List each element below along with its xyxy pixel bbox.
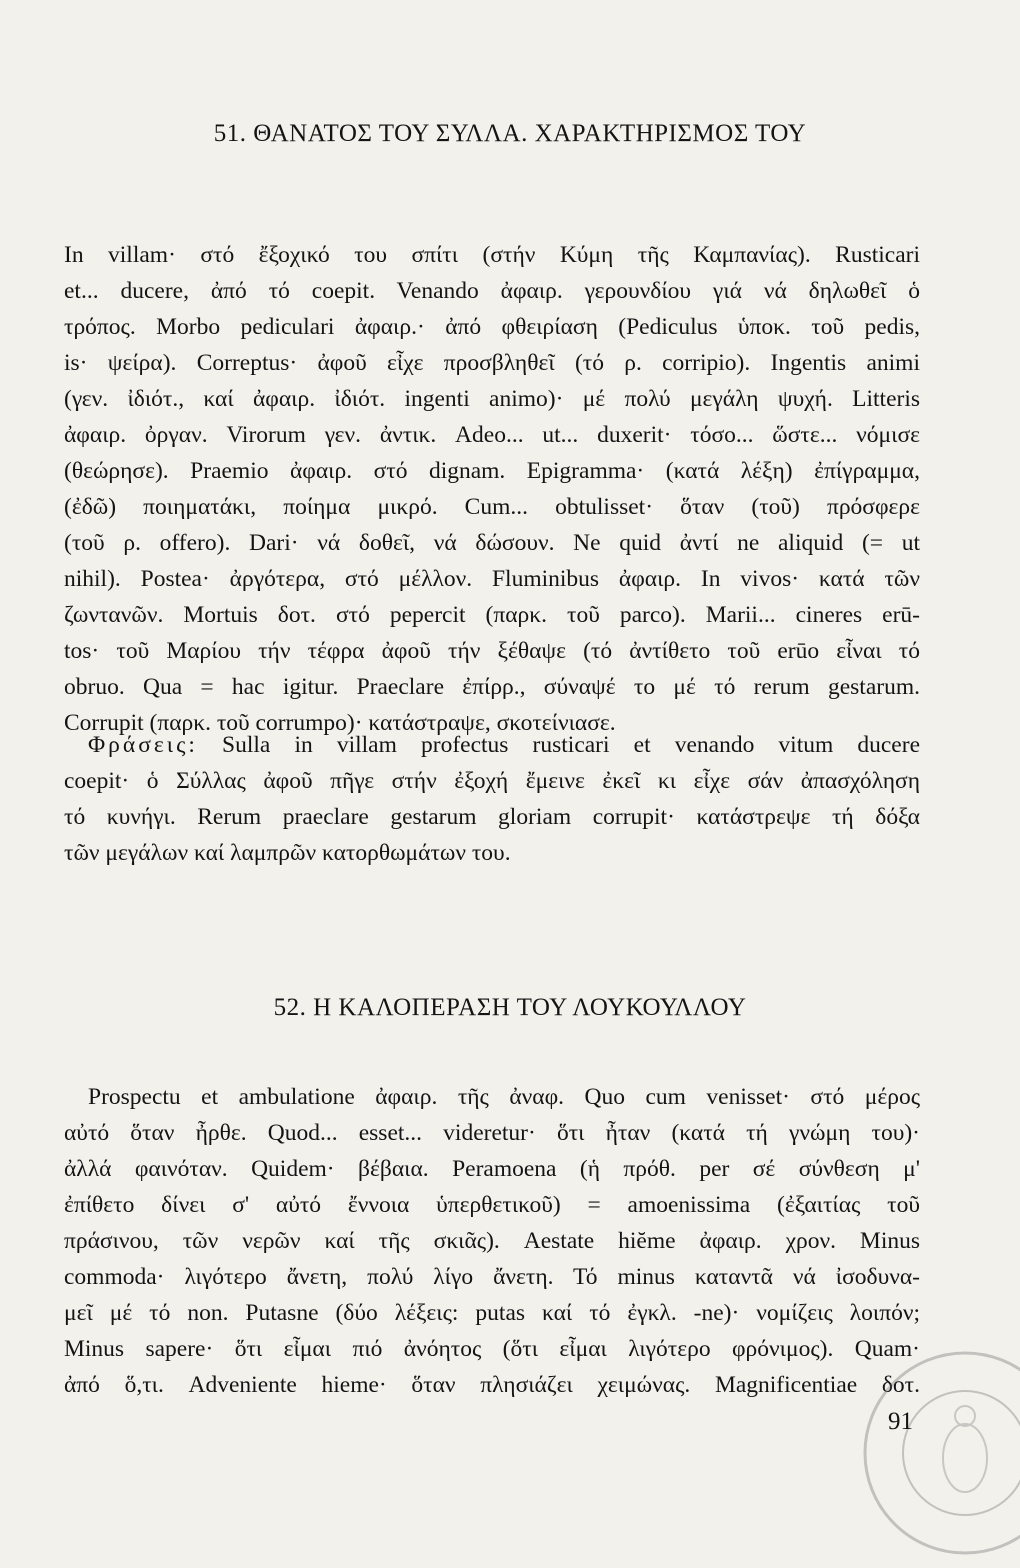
text-line: τρόπος. Morbo pediculari ἀφαιρ.· ἀπό φθειρίαση (Pediculus ὑποκ. τοῦ pedis, xyxy=(64,314,920,340)
text-line: Corrupit (παρκ. τοῦ corrumpo)· κατάστραψε, σκοτείνιασε. xyxy=(64,710,616,736)
text-line: ἐπίθετο δίνει σ' αὐτό ἔννοια ὑπερθετικοῦ) = amoenissima (ἐξαιτίας τοῦ xyxy=(64,1192,920,1218)
text-line: obruo. Qua = hac igitur. Praeclare ἐπίρρ., σύναψέ το μέ τό rerum gestarum. xyxy=(64,674,920,700)
phrases-first-line xyxy=(88,728,920,762)
text-line: ζωντανῶν. Mortuis δοτ. στό pepercit (παρκ. τοῦ parco). Marii... cineres erū- xyxy=(64,602,921,628)
text-line: (γεν. ἰδιότ., καί ἀφαιρ. ἰδιότ. ingenti animo)· μέ πολύ μεγάλη ψυχή. Litteris xyxy=(64,386,920,412)
section-52-title: 52. Η ΚΑΛΟΠΕΡΑΣΗ ΤΟΥ ΛΟΥΚΟΥΛΛΟΥ xyxy=(273,994,747,1021)
text-line: (τοῦ ρ. offero). Dari· νά δοθεῖ, νά δώσουν. Ne quid ἀντί ne aliquid (= ut xyxy=(64,530,920,556)
text-line: is· ψείρα). Correptus· ἀφοῦ εἶχε προσβληθεῖ (τό ρ. corripio). Ingentis animi xyxy=(64,350,920,376)
text-line: et... ducere, ἀπό τό coepit. Venando ἀφαιρ. γερουνδίου γιά νά δηλωθεῖ ὁ xyxy=(64,278,920,304)
text-line: ἀλλά φαινόταν. Quidem· βέβαια. Peramoena (ἡ πρόθ. per σέ σύνθεση μ' xyxy=(64,1156,920,1182)
text-line: (ἐδῶ) ποιηματάκι, ποίημα μικρό. Cum... obtulisset· ὅταν (τοῦ) πρόσφερε xyxy=(64,494,920,520)
text-line: Prospectu et ambulatione ἀφαιρ. τῆς ἀναφ. Quo cum venisset· στό μέρος xyxy=(88,1084,920,1110)
text-line: coepit· ὁ Σύλλας ἀφοῦ πῆγε στήν ἐξοχή ἔμεινε ἐκεῖ κι εἶχε σάν ἀπασχόληση xyxy=(64,768,920,794)
text-line: ἀπό ὅ,τι. Adveniente hieme· ὅταν πλησιάζει χειμώνας. Magnificentiae δοτ. xyxy=(64,1372,920,1398)
text-line: μεῖ μέ τό non. Putasne (δύο λέξεις: putas καί τό ἐγκλ. -ne)· νομίζεις λοιπόν; xyxy=(64,1300,920,1326)
text-line: τό κυνήγι. Rerum praeclare gestarum gloriam corrupit· κατάστρεψε τή δόξα xyxy=(64,804,920,830)
page-number: 91 xyxy=(888,1408,913,1435)
section-51-title: 51. ΘΑΝΑΤΟΣ ΤΟΥ ΣΥΛΛΑ. ΧΑΡΑΚΤΗΡΙΣΜΟΣ ΤΟΥ xyxy=(213,120,807,147)
text-line: tos· τοῦ Μαρίου τήν τέφρα ἀφοῦ τήν ξέθαψε (τό ἀντίθετο τοῦ erūo εἶναι τό xyxy=(64,638,920,664)
phrases-line-text: Sulla in villam profectus rusticari et venando vitum ducere xyxy=(222,732,920,758)
text-line: In villam· στό ἔξοχικό του σπίτι (στήν Κύμη τῆς Καμπανίας). Rusticari xyxy=(64,242,920,268)
phrases-label: Φράσεις: xyxy=(88,732,198,758)
text-line: πράσινου, τῶν νερῶν καί τῆς σκιᾶς). Aestate hiĕme ἀφαιρ. χρον. Minus xyxy=(64,1228,920,1254)
text-line: nihil). Postea· ἀργότερα, στό μέλλον. Fluminibus ἀφαιρ. In vivos· κατά τῶν xyxy=(64,566,920,592)
text-line: (θεώρησε). Praemio ἀφαιρ. στό dignam. Epigramma· (κατά λέξη) ἐπίγραμμα, xyxy=(64,458,920,484)
text-line: τῶν μεγάλων καί λαμπρῶν κατορθωμάτων του. xyxy=(64,840,511,866)
text-line: Minus sapere· ὅτι εἶμαι πιό ἀνόητος (ὅτι εἶμαι λιγότερο φρόνιμος). Quam· xyxy=(64,1336,920,1362)
library-stamp-icon xyxy=(850,1338,1020,1568)
text-line: αὐτό ὅταν ἦρθε. Quod... esset... videretur· ὅτι ἦταν (κατά τή γνώμη του)· xyxy=(64,1120,920,1146)
text-line: commoda· λιγότερο ἄνετη, πολύ λίγο ἄνετη. Τό minus καταντᾶ νά ἰσοδυνα- xyxy=(64,1264,920,1290)
text-line: ἀφαιρ. ὀργαν. Virorum γεν. ἀντικ. Adeo... ut... duxerit· τόσο... ὥστε... νόμισε xyxy=(64,422,920,448)
